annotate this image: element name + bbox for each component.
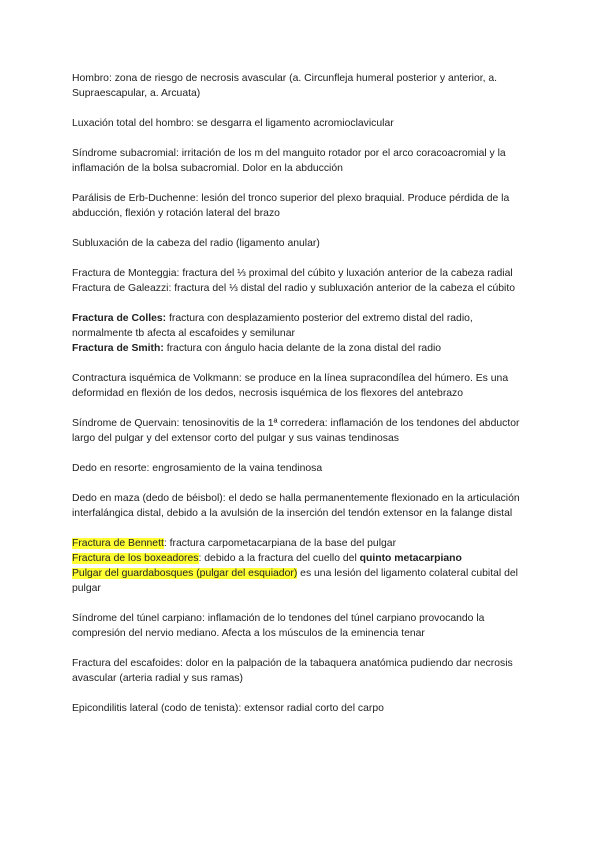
smith-term: Fractura de Smith:	[72, 343, 164, 354]
paragraph-tunel-carpiano: Síndrome del túnel carpiano: inflamación de lo tendones del túnel carpiano provocando la compresión del nervio mediano. Afecta a los músculos de la eminencia tenar	[72, 613, 485, 639]
paragraph-galeazzi: Fractura de Galeazzi: fractura del ⅓ distal del radio y subluxación anterior de la cabeza el cúbito	[72, 283, 515, 294]
paragraph-dedo-resorte: Dedo en resorte: engrosamiento de la vaina tendinosa	[72, 463, 323, 474]
bennett-highlight: Fractura de Bennett	[72, 538, 164, 549]
paragraph-monteggia: Fractura de Monteggia: fractura del ⅓ proximal del cúbito y luxación anterior de la cabeza radial	[72, 268, 513, 279]
paragraph-smith: Fractura de Smith: fractura con ángulo hacia delante de la zona distal del radio	[72, 343, 442, 354]
paragraph-bennett: Fractura de Bennett: fractura carpometacarpiana de la base del pulgar	[72, 538, 397, 549]
paragraph-volkmann: Contractura isquémica de Volkmann: se produce en la línea supracondílea del húmero. Es una deformidad en flexión de los dedos, necrosis isquémica de los flexores del antebrazo	[72, 373, 509, 399]
colles-term: Fractura de Colles:	[72, 313, 167, 324]
paragraph-guardabosques: Pulgar del guardabosques (pulgar del esquiador) es una lesión del ligamento colateral cubital del pulgar	[72, 568, 518, 594]
document-body	[72, 71, 532, 731]
paragraph-subluxacion-radio: Subluxación de la cabeza del radio (ligamento anular)	[72, 238, 320, 249]
paragraph-sindrome-subacromial: Síndrome subacromial: irritación de los m del manguito rotador por el arco coracoacromial y la inflamación de la bolsa subacromial. Dolor en la abducción	[72, 148, 506, 174]
paragraph-erb-duchenne: Parálisis de Erb-Duchenne: lesión del tronco superior del plexo braquial. Produce pérdida de la abducción, flexión y rotación lateral del brazo	[72, 193, 510, 219]
quinto-metacarpiano-term: quinto metacarpiano	[359, 553, 462, 564]
paragraph-dedo-maza: Dedo en maza (dedo de béisbol): el dedo se halla permanentemente flexionado en la articulación interfalángica distal, debido a la avulsión de la inserción del tendón extensor en la falange distal	[72, 493, 520, 519]
paragraph-epicondilitis: Epicondilitis lateral (codo de tenista): extensor radial corto del carpo	[72, 703, 384, 714]
guardabosques-highlight: Pulgar del guardabosques (pulgar del esquiador)	[72, 568, 298, 579]
paragraph-colles: Fractura de Colles: fractura con desplazamiento posterior del extremo distal del radio, normalmente tb afecta al escafoides y semilunar	[72, 313, 473, 339]
paragraph-hombro: Hombro: zona de riesgo de necrosis avascular (a. Circunfleja humeral posterior y anterior, a. Supraescapular, a. Arcuata)	[72, 73, 498, 99]
paragraph-luxacion-hombro: Luxación total del hombro: se desgarra el ligamento acromioclavicular	[72, 118, 394, 129]
paragraph-quervain: Síndrome de Quervain: tenosinovitis de la 1ª corredera: inflamación de los tendones del abductor largo del pulgar y del extensor corto del pulgar y sus vainas tendinosas	[72, 418, 520, 444]
paragraph-boxeadores: Fractura de los boxeadores: debido a la fractura del cuello del quinto metacarpiano	[72, 553, 462, 564]
paragraph-escafoides: Fractura del escafoides: dolor en la palpación de la tabaquera anatómica pudiendo dar necrosis avascular (arteria radial y sus ramas)	[72, 658, 513, 684]
boxeadores-highlight: Fractura de los boxeadores	[72, 553, 199, 564]
